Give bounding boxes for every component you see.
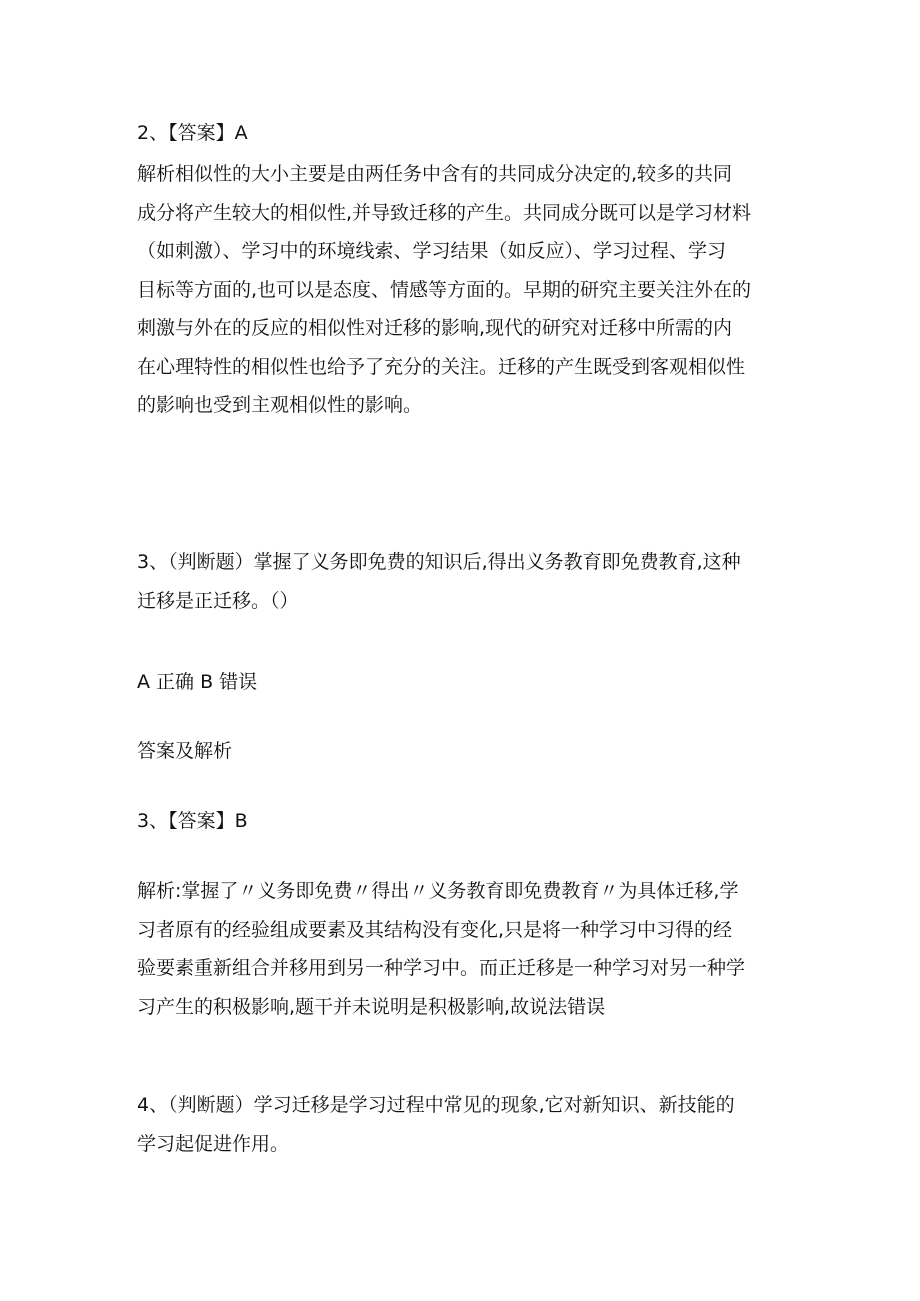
answer-section-label: 答案及解析 xyxy=(137,740,233,762)
q3-answer-heading: 3、【答案】B xyxy=(137,810,248,832)
q2-explanation-line: 目标等方面的,也可以是态度、情感等方面的。早期的研究主要关注外在的 xyxy=(137,278,752,301)
q4-question-line: 4、（判断题）学习迁移是学习过程中常见的现象,它对新知识、新技能的 xyxy=(137,1094,735,1116)
q3-question-line: 迁移是正迁移。（） xyxy=(137,589,299,612)
q2-answer-heading: 2、【答案】A xyxy=(137,122,248,144)
q3-explanation-line: 习者原有的经验组成要素及其结构没有变化,只是将一种学习中习得的经 xyxy=(137,918,733,941)
q4-question xyxy=(137,1086,787,1163)
q4-question-line: 学习起促进作用。 xyxy=(137,1132,290,1155)
q3-options: A 正确 B 错误 xyxy=(137,671,258,693)
q3-explanation-line: 验要素重新组合并移用到另一种学习中。而正迁移是一种学习对另一种学 xyxy=(137,957,746,979)
q2-explanation-line: 成分将产生较大的相似性,并导致迁移的产生。共同成分既可以是学习材料 xyxy=(137,201,752,224)
q3-explanation-line: 习产生的积极影响,题干并未说明是积极影响,故说法错误 xyxy=(137,995,606,1018)
q2-explanation-line: 刺激与外在的反应的相似性对迁移的影响,现代的研究对迁移中所需的内 xyxy=(137,317,733,339)
q2-explanation-line: （如刺激）、学习中的环境线索、学习结果（如反应）、学习过程、学习 xyxy=(137,240,727,262)
q3-question xyxy=(137,543,787,620)
q2-explanation-line: 在心理特性的相似性也给予了充分的关注。迁移的产生既受到客观相似性 xyxy=(137,355,746,378)
q3-question-line: 3、（判断题）掌握了义务即免费的知识后,得出义务教育即免费教育,这种 xyxy=(137,551,741,573)
q2-explanation xyxy=(137,155,787,425)
q2-explanation-line: 的影响也受到主观相似性的影响。 xyxy=(137,394,423,416)
q2-explanation-line: 解析相似性的大小主要是由两任务中含有的共同成分决定的,较多的共同 xyxy=(137,163,733,185)
q3-explanation-line: 解析:掌握了〃义务即免费〃得出〃义务教育即免费教育〃为具体迁移,学 xyxy=(137,880,739,902)
q3-explanation xyxy=(137,872,787,1026)
